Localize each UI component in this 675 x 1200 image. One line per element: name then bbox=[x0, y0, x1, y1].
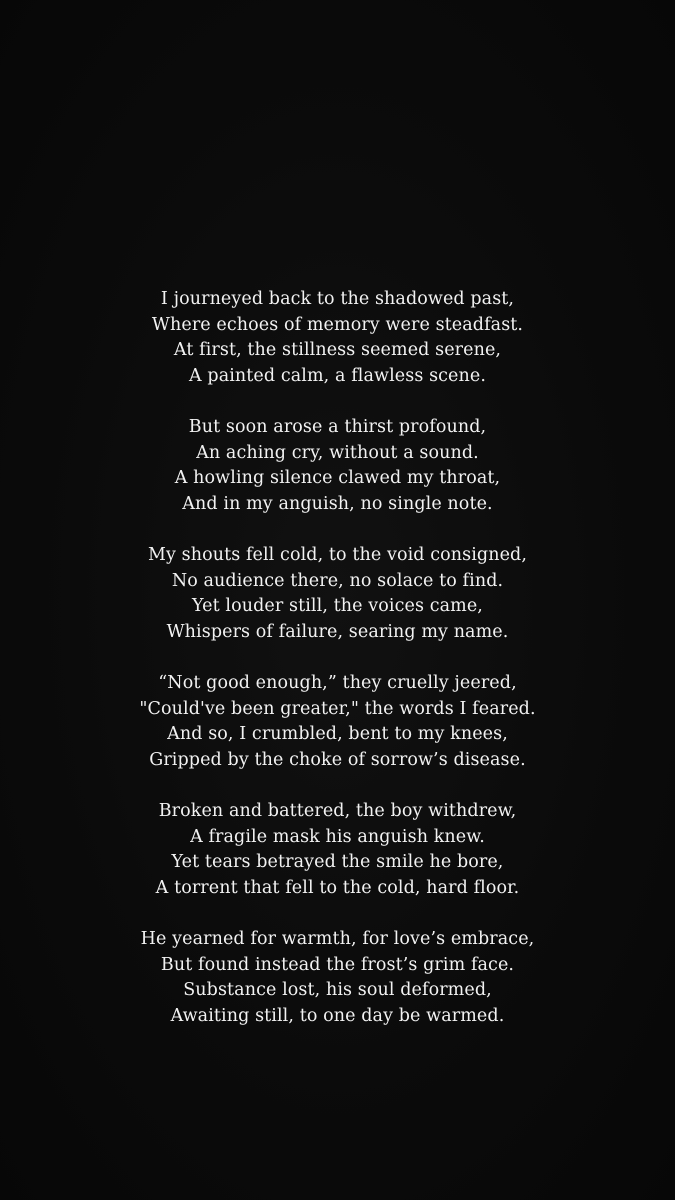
stanza-2 bbox=[0, 415, 675, 517]
poem-line: "Could've been greater," the words I feared. bbox=[139, 698, 536, 719]
poem-line: Where echoes of memory were steadfast. bbox=[151, 314, 524, 335]
poem-line: And in my anguish, no single note. bbox=[182, 493, 493, 514]
poem-line: Yet louder still, the voices came, bbox=[192, 596, 483, 616]
poem-text-block bbox=[0, 287, 675, 1055]
poem-line: My shouts fell cold, to the void consigned, bbox=[147, 545, 528, 565]
stanza-6 bbox=[0, 927, 675, 1029]
poem-line: But found instead the frost’s grim face. bbox=[160, 954, 515, 975]
poem-line: A painted calm, a flawless scene. bbox=[189, 365, 486, 386]
poem-line: A howling silence clawed my throat, bbox=[174, 468, 501, 488]
poem-line: “Not good enough,” they cruelly jeered, bbox=[158, 673, 517, 693]
poem-line: He yearned for warmth, for love’s embrace, bbox=[140, 929, 535, 949]
stanza-1 bbox=[0, 287, 675, 389]
poem-line: At first, the stillness seemed serene, bbox=[173, 340, 502, 360]
stanza-5 bbox=[0, 799, 675, 901]
poem-line: Substance lost, his soul deformed, bbox=[183, 980, 492, 1000]
poem-line: An aching cry, without a sound. bbox=[196, 442, 479, 463]
poem-line: Broken and battered, the boy withdrew, bbox=[158, 801, 517, 821]
poem-line: No audience there, no solace to find. bbox=[171, 570, 504, 591]
poem-line: Awaiting still, to one day be warmed. bbox=[170, 1005, 505, 1026]
stanza-4 bbox=[0, 671, 675, 773]
poem-line: A torrent that fell to the cold, hard floor. bbox=[155, 877, 520, 898]
poem-line: I journeyed back to the shadowed past, bbox=[160, 289, 515, 309]
poem-line: And so, I crumbled, bent to my knees, bbox=[167, 724, 508, 744]
poem-line: Yet tears betrayed the smile he bore, bbox=[171, 852, 504, 872]
stanza-3 bbox=[0, 543, 675, 645]
poem-line: A fragile mask his anguish knew. bbox=[190, 826, 485, 847]
poem-line: Gripped by the choke of sorrow’s disease. bbox=[149, 749, 526, 770]
poem-line: But soon arose a thirst profound, bbox=[188, 417, 487, 437]
poem-line: Whispers of failure, searing my name. bbox=[166, 621, 509, 642]
